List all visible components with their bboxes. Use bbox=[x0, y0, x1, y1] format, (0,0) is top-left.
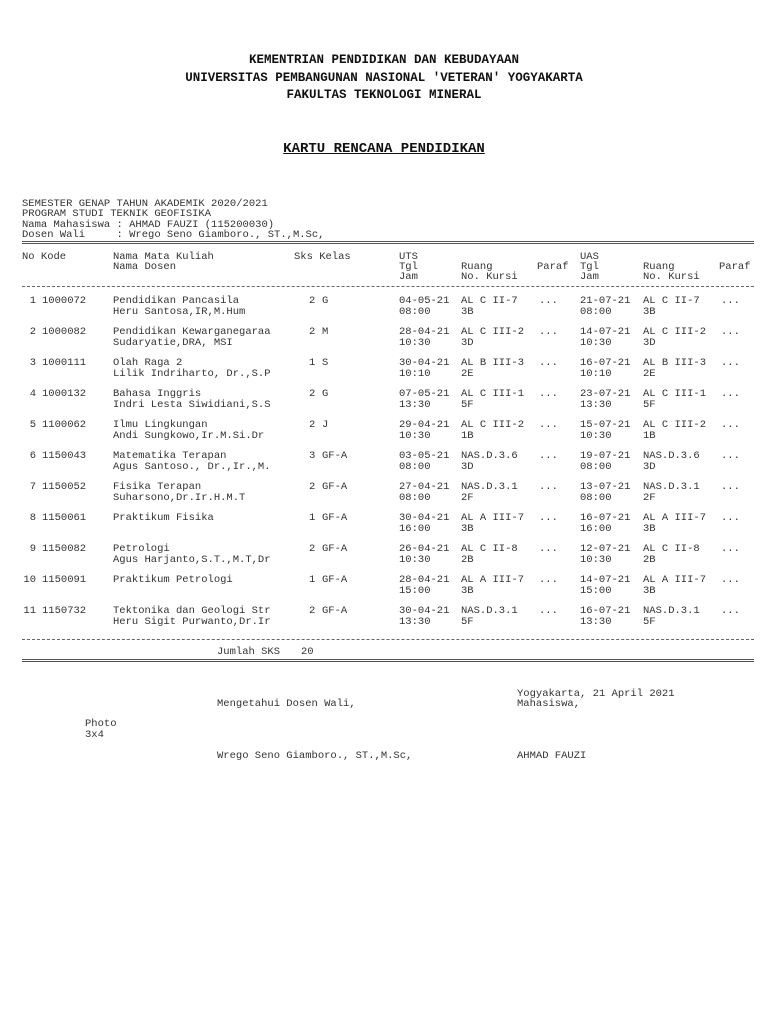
cell-uas-room: AL B III-3 bbox=[643, 357, 707, 369]
cell-uts-paraf: ... bbox=[539, 419, 558, 431]
cell-uas-time: 15:00 bbox=[580, 585, 612, 597]
cell-kode: 1150052 bbox=[42, 481, 87, 493]
cell-uts-date: 03-05-21 bbox=[399, 450, 450, 462]
cell-course-name: Petrologi bbox=[113, 543, 170, 555]
cell-course-name: Pendidikan Kewarganegaraa bbox=[113, 326, 271, 338]
cell-lecturer: Heru Sigit Purwanto,Dr.Ir bbox=[113, 616, 271, 628]
photo-label: Photo bbox=[85, 718, 117, 730]
cell-no: 1 bbox=[29, 295, 36, 307]
cell-no: 3 bbox=[29, 357, 36, 369]
cell-uas-time: 10:30 bbox=[580, 554, 612, 566]
cell-uts-date: 04-05-21 bbox=[399, 295, 450, 307]
table-row bbox=[0, 296, 768, 320]
cell-uts-time: 16:00 bbox=[399, 523, 431, 535]
cell-uas-room: AL C II-7 bbox=[643, 295, 700, 307]
cell-kelas: M bbox=[322, 326, 329, 338]
cell-uts-room: NAS.D.3.6 bbox=[461, 450, 518, 462]
cell-uas-room: AL C II-8 bbox=[643, 543, 700, 555]
cell-uts-date: 27-04-21 bbox=[399, 481, 450, 493]
col-uas-paraf: Paraf bbox=[719, 261, 751, 273]
cell-uas-seat: 2E bbox=[643, 368, 656, 380]
cell-kelas: GF-A bbox=[322, 450, 348, 462]
col-uts: UTS bbox=[399, 251, 418, 263]
col-uts-tgl: Tgl bbox=[399, 261, 418, 273]
cell-uts-seat: 5F bbox=[461, 616, 474, 628]
cell-uas-date: 15-07-21 bbox=[580, 419, 631, 431]
cell-uts-date: 30-04-21 bbox=[399, 512, 450, 524]
cell-uas-paraf: ... bbox=[721, 326, 740, 338]
cell-uas-date: 19-07-21 bbox=[580, 450, 631, 462]
cell-uts-seat: 3D bbox=[461, 461, 474, 473]
cell-course-name: Ilmu Lingkungan bbox=[113, 419, 208, 431]
advisor-info: Dosen Wali : Wrego Seno Giamboro., ST.,M.Sc, bbox=[22, 229, 325, 241]
cell-uas-seat: 1B bbox=[643, 430, 656, 442]
cell-uas-room: AL A III-7 bbox=[643, 574, 707, 586]
footer-rule-dashed bbox=[22, 639, 754, 640]
cell-uts-paraf: ... bbox=[539, 326, 558, 338]
cell-kelas: GF-A bbox=[322, 512, 348, 524]
cell-uas-paraf: ... bbox=[721, 419, 740, 431]
cell-kode: 1150082 bbox=[42, 543, 87, 555]
cell-uas-paraf: ... bbox=[721, 605, 740, 617]
cell-kelas: GF-A bbox=[322, 574, 348, 586]
col-uts-jam: Jam bbox=[399, 271, 418, 283]
cell-uas-time: 08:00 bbox=[580, 492, 612, 504]
cell-uts-room: AL B III-3 bbox=[461, 357, 525, 369]
cell-lecturer: Suharsono,Dr.Ir.H.M.T bbox=[113, 492, 246, 504]
cell-uts-date: 26-04-21 bbox=[399, 543, 450, 555]
cell-lecturer: Heru Santosa,IR,M.Hum bbox=[113, 306, 246, 318]
cell-kode: 1150091 bbox=[42, 574, 87, 586]
cell-uts-time: 10:30 bbox=[399, 337, 431, 349]
cell-uas-time: 10:10 bbox=[580, 368, 612, 380]
table-row bbox=[0, 482, 768, 506]
cell-uas-paraf: ... bbox=[721, 388, 740, 400]
col-nama-mk: Nama Mata Kuliah bbox=[113, 251, 214, 263]
cell-course-name: Tektonika dan Geologi Str bbox=[113, 605, 271, 617]
cell-uas-seat: 3B bbox=[643, 306, 656, 318]
ministry-heading: KEMENTRIAN PENDIDIKAN DAN KEBUDAYAAN bbox=[248, 53, 520, 67]
cell-uas-room: NAS.D.3.1 bbox=[643, 605, 700, 617]
cell-uts-time: 08:00 bbox=[399, 461, 431, 473]
cell-uas-seat: 3D bbox=[643, 461, 656, 473]
col-uas-kursi: No. Kursi bbox=[643, 271, 700, 283]
mahasiswa-label: Mahasiswa, bbox=[517, 698, 581, 710]
cell-course-name: Olah Raga 2 bbox=[113, 357, 183, 369]
cell-sks: 3 bbox=[309, 450, 316, 462]
cell-no: 2 bbox=[29, 326, 36, 338]
place-date: Yogyakarta, 21 April 2021 bbox=[517, 688, 675, 700]
cell-uas-seat: 5F bbox=[643, 399, 656, 411]
faculty-heading: FAKULTAS TEKNOLOGI MINERAL bbox=[286, 88, 482, 102]
cell-uas-paraf: ... bbox=[721, 543, 740, 555]
cell-uts-date: 30-04-21 bbox=[399, 357, 450, 369]
cell-uas-time: 08:00 bbox=[580, 461, 612, 473]
cell-uas-paraf: ... bbox=[721, 574, 740, 586]
cell-kode: 1100062 bbox=[42, 419, 87, 431]
cell-uas-date: 14-07-21 bbox=[580, 326, 631, 338]
cell-no: 5 bbox=[29, 419, 36, 431]
cell-uts-time: 10:30 bbox=[399, 554, 431, 566]
col-uas-ruang: Ruang bbox=[643, 261, 675, 273]
cell-uts-seat: 2F bbox=[461, 492, 474, 504]
cell-uas-paraf: ... bbox=[721, 450, 740, 462]
cell-sks: 2 bbox=[309, 605, 316, 617]
cell-uts-paraf: ... bbox=[539, 357, 558, 369]
cell-uas-date: 16-07-21 bbox=[580, 357, 631, 369]
cell-uas-seat: 2B bbox=[643, 554, 656, 566]
total-sks-value: 20 bbox=[301, 646, 314, 658]
table-row bbox=[0, 327, 768, 351]
table-row bbox=[0, 420, 768, 444]
cell-uts-seat: 3B bbox=[461, 585, 474, 597]
cell-uas-paraf: ... bbox=[721, 512, 740, 524]
cell-kode: 1150043 bbox=[42, 450, 87, 462]
cell-course-name: Bahasa Inggris bbox=[113, 388, 202, 400]
cell-uts-room: NAS.D.3.1 bbox=[461, 605, 518, 617]
cell-uas-seat: 2F bbox=[643, 492, 656, 504]
cell-kelas: J bbox=[322, 419, 329, 431]
cell-uts-room: NAS.D.3.1 bbox=[461, 481, 518, 493]
cell-uts-date: 28-04-21 bbox=[399, 574, 450, 586]
cell-lecturer: Agus Santoso., Dr.,Ir.,M. bbox=[113, 461, 271, 473]
program-info: PROGRAM STUDI TEKNIK GEOFISIKA bbox=[22, 208, 212, 220]
table-row bbox=[0, 606, 768, 630]
col-uas-tgl: Tgl bbox=[580, 261, 599, 273]
cell-sks: 2 bbox=[309, 543, 316, 555]
cell-course-name: Praktikum Petrologi bbox=[113, 574, 233, 586]
cell-kelas: GF-A bbox=[322, 543, 348, 555]
cell-kode: 1150732 bbox=[42, 605, 87, 617]
cell-uts-date: 07-05-21 bbox=[399, 388, 450, 400]
cell-no: 11 bbox=[23, 605, 36, 617]
cell-uts-seat: 3B bbox=[461, 306, 474, 318]
cell-uas-room: NAS.D.3.6 bbox=[643, 450, 700, 462]
cell-sks: 2 bbox=[309, 326, 316, 338]
cell-uas-room: AL C III-2 bbox=[643, 326, 707, 338]
cell-no: 9 bbox=[29, 543, 36, 555]
cell-uts-paraf: ... bbox=[539, 512, 558, 524]
cell-kode: 1150061 bbox=[42, 512, 87, 524]
cell-uas-time: 16:00 bbox=[580, 523, 612, 535]
cell-kode: 1000072 bbox=[42, 295, 87, 307]
cell-uts-date: 29-04-21 bbox=[399, 419, 450, 431]
cell-uts-paraf: ... bbox=[539, 481, 558, 493]
cell-uas-seat: 3D bbox=[643, 337, 656, 349]
total-sks-label: Jumlah SKS bbox=[217, 646, 281, 658]
cell-uts-paraf: ... bbox=[539, 295, 558, 307]
cell-uts-paraf: ... bbox=[539, 388, 558, 400]
cell-kelas: G bbox=[322, 388, 329, 400]
cell-course-name: Fisika Terapan bbox=[113, 481, 202, 493]
cell-uts-paraf: ... bbox=[539, 450, 558, 462]
cell-uas-room: NAS.D.3.1 bbox=[643, 481, 700, 493]
cell-course-name: Matematika Terapan bbox=[113, 450, 227, 462]
cell-kelas: GF-A bbox=[322, 481, 348, 493]
table-row bbox=[0, 575, 768, 599]
cell-uts-seat: 2B bbox=[461, 554, 474, 566]
cell-uts-time: 10:10 bbox=[399, 368, 431, 380]
cell-uas-date: 12-07-21 bbox=[580, 543, 631, 555]
cell-uas-time: 13:30 bbox=[580, 399, 612, 411]
cell-uas-date: 16-07-21 bbox=[580, 512, 631, 524]
university-heading: UNIVERSITAS PEMBANGUNAN NASIONAL 'VETERAN' YOGYAKARTA bbox=[185, 71, 583, 85]
cell-uas-time: 13:30 bbox=[580, 616, 612, 628]
document-title: KARTU RENCANA PENDIDIKAN bbox=[283, 141, 485, 157]
cell-uts-room: AL A III-7 bbox=[461, 512, 525, 524]
cell-uts-room: AL A III-7 bbox=[461, 574, 525, 586]
cell-uas-seat: 3B bbox=[643, 523, 656, 535]
cell-lecturer: Agus Harjanto,S.T.,M.T,Dr bbox=[113, 554, 271, 566]
cell-uts-time: 13:30 bbox=[399, 399, 431, 411]
cell-uts-room: AL C III-1 bbox=[461, 388, 525, 400]
cell-uas-seat: 5F bbox=[643, 616, 656, 628]
cell-uas-time: 10:30 bbox=[580, 337, 612, 349]
cell-uts-time: 15:00 bbox=[399, 585, 431, 597]
cell-uas-date: 23-07-21 bbox=[580, 388, 631, 400]
header-rule-double bbox=[22, 241, 754, 244]
table-row bbox=[0, 451, 768, 475]
cell-uts-time: 08:00 bbox=[399, 492, 431, 504]
advisor-signature-name: Wrego Seno Giamboro., ST.,M.Sc, bbox=[217, 750, 413, 762]
cell-sks: 2 bbox=[309, 419, 316, 431]
cell-uas-room: AL C III-1 bbox=[643, 388, 707, 400]
cell-kode: 1000111 bbox=[42, 357, 87, 369]
cell-uts-room: AL C III-2 bbox=[461, 326, 525, 338]
cell-lecturer: Sudaryatie,DRA, MSI bbox=[113, 337, 233, 349]
cell-uas-seat: 3B bbox=[643, 585, 656, 597]
cell-uts-time: 13:30 bbox=[399, 616, 431, 628]
col-uts-kursi: No. Kursi bbox=[461, 271, 518, 283]
cell-uas-paraf: ... bbox=[721, 357, 740, 369]
cell-no: 10 bbox=[23, 574, 36, 586]
col-nama-dosen: Nama Dosen bbox=[113, 261, 177, 273]
table-row bbox=[0, 544, 768, 568]
cell-kelas: S bbox=[322, 357, 329, 369]
cell-sks: 2 bbox=[309, 388, 316, 400]
cell-uts-room: AL C II-8 bbox=[461, 543, 518, 555]
cell-uts-date: 28-04-21 bbox=[399, 326, 450, 338]
col-uas: UAS bbox=[580, 251, 599, 263]
cell-lecturer: Andi Sungkowo,Ir.M.Si.Dr bbox=[113, 430, 265, 442]
table-row bbox=[0, 358, 768, 382]
cell-uts-paraf: ... bbox=[539, 574, 558, 586]
cell-no: 8 bbox=[29, 512, 36, 524]
cell-uas-room: AL C III-2 bbox=[643, 419, 707, 431]
cell-no: 4 bbox=[29, 388, 36, 400]
semester-info: SEMESTER GENAP TAHUN AKADEMIK 2020/2021 bbox=[22, 198, 268, 210]
cell-course-name: Pendidikan Pancasila bbox=[113, 295, 240, 307]
col-uas-jam: Jam bbox=[580, 271, 599, 283]
cell-sks: 1 bbox=[309, 512, 316, 524]
cell-kode: 1000082 bbox=[42, 326, 87, 338]
mengetahui-label: Mengetahui Dosen Wali, bbox=[217, 698, 356, 710]
cell-uts-date: 30-04-21 bbox=[399, 605, 450, 617]
cell-uts-room: AL C II-7 bbox=[461, 295, 518, 307]
col-sks-kelas: Sks Kelas bbox=[294, 251, 351, 263]
footer-rule-double bbox=[22, 659, 754, 662]
cell-uas-time: 10:30 bbox=[580, 430, 612, 442]
cell-uts-seat: 2E bbox=[461, 368, 474, 380]
cell-sks: 2 bbox=[309, 295, 316, 307]
student-signature-name: AHMAD FAUZI bbox=[517, 750, 587, 762]
cell-uts-seat: 1B bbox=[461, 430, 474, 442]
cell-uas-date: 21-07-21 bbox=[580, 295, 631, 307]
cell-uas-room: AL A III-7 bbox=[643, 512, 707, 524]
cell-uts-time: 10:30 bbox=[399, 430, 431, 442]
student-info: Nama Mahasiswa : AHMAD FAUZI (115200030) bbox=[22, 219, 275, 231]
cell-kelas: GF-A bbox=[322, 605, 348, 617]
cell-uas-date: 13-07-21 bbox=[580, 481, 631, 493]
cell-kode: 1000132 bbox=[42, 388, 87, 400]
cell-uas-paraf: ... bbox=[721, 295, 740, 307]
cell-sks: 1 bbox=[309, 357, 316, 369]
cell-no: 6 bbox=[29, 450, 36, 462]
col-uts-paraf: Paraf bbox=[537, 261, 569, 273]
cell-sks: 2 bbox=[309, 481, 316, 493]
table-row bbox=[0, 513, 768, 537]
cell-sks: 1 bbox=[309, 574, 316, 586]
cell-uts-seat: 3D bbox=[461, 337, 474, 349]
cell-uas-date: 14-07-21 bbox=[580, 574, 631, 586]
cell-uts-time: 08:00 bbox=[399, 306, 431, 318]
cell-uts-seat: 5F bbox=[461, 399, 474, 411]
cell-uts-room: AL C III-2 bbox=[461, 419, 525, 431]
cell-uts-paraf: ... bbox=[539, 605, 558, 617]
cell-uas-time: 08:00 bbox=[580, 306, 612, 318]
cell-uas-paraf: ... bbox=[721, 481, 740, 493]
cell-lecturer: Indri Lesta Siwidiani,S.S bbox=[113, 399, 271, 411]
cell-course-name: Praktikum Fisika bbox=[113, 512, 214, 524]
header-rule-dashed bbox=[22, 286, 754, 287]
cell-no: 7 bbox=[29, 481, 36, 493]
cell-kelas: G bbox=[322, 295, 329, 307]
cell-lecturer: Lilik Indriharto, Dr.,S.P bbox=[113, 368, 271, 380]
cell-uts-seat: 3B bbox=[461, 523, 474, 535]
col-no-kode: No Kode bbox=[22, 251, 67, 263]
photo-size: 3x4 bbox=[85, 729, 104, 741]
table-row bbox=[0, 389, 768, 413]
cell-uas-date: 16-07-21 bbox=[580, 605, 631, 617]
cell-uts-paraf: ... bbox=[539, 543, 558, 555]
col-uts-ruang: Ruang bbox=[461, 261, 493, 273]
